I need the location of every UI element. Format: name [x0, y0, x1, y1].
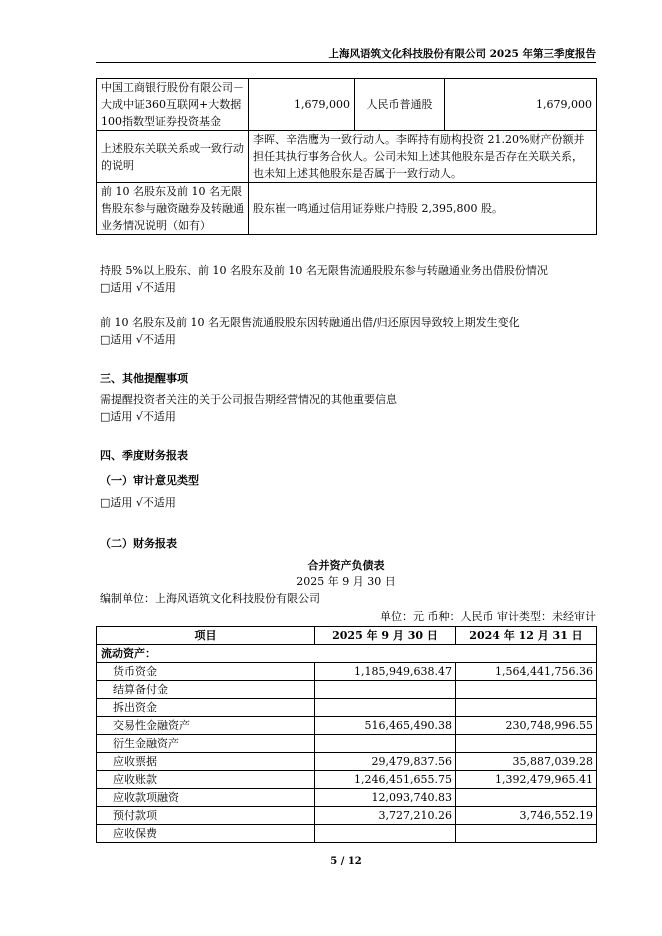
table-row — [97, 753, 597, 771]
section-heading-4: 四、季度财务报表 — [100, 449, 188, 462]
row-prior: 1,564,441,756.36 — [456, 663, 597, 681]
section-heading-4-1: （一）审计意见类型 — [100, 474, 199, 487]
table-header-row — [97, 627, 597, 645]
table-row — [97, 771, 597, 789]
table-row — [97, 699, 597, 717]
shareholder-table — [96, 78, 597, 235]
column-header-prior: 2024 年 12 月 31 日 — [456, 627, 597, 645]
related-label: 上述股东关联关系或一致行动的说明 — [97, 131, 249, 183]
table-row — [97, 79, 597, 131]
row-prior — [456, 735, 597, 753]
row-item: 衍生金融资产 — [97, 735, 315, 753]
section-heading-3: 三、其他提醒事项 — [100, 372, 188, 385]
row-current: 516,465,490.38 — [315, 717, 456, 735]
row-prior — [456, 699, 597, 717]
row-item: 应收保费 — [97, 825, 315, 843]
row-prior: 35,887,039.28 — [456, 753, 597, 771]
row-item: 货币资金 — [97, 663, 315, 681]
share-number: 1,679,000 — [445, 79, 597, 131]
row-current — [315, 735, 456, 753]
section-label: 流动资产： — [97, 645, 597, 663]
lending-option: □适用 √不适用 — [100, 281, 176, 294]
section-3-text: 需提醒投资者关注的关于公司报告期经营情况的其他重要信息 — [100, 393, 397, 406]
table-row — [97, 807, 597, 825]
share-type: 人民币普通股 — [355, 79, 445, 131]
column-header-item: 项目 — [97, 627, 315, 645]
table-row — [97, 663, 597, 681]
page-header: 上海风语筑文化科技股份有限公司 2025 年第三季度报告 — [328, 48, 596, 60]
holder-quantity: 1,679,000 — [249, 79, 355, 131]
compiler: 编制单位：上海风语筑文化科技股份有限公司 — [100, 592, 320, 605]
table-row — [97, 735, 597, 753]
related-text: 李晖、辛浩鹰为一致行动人。李晖持有励构投资 21.20%财产份额并担任其执行事务合伙人。公司未知上述其他股东是否存在关联关系，也未知上述其他股东是否属于一致行动人。 — [249, 131, 597, 183]
units-line: 单位：元 币种：人民币 审计类型：未经审计 — [380, 610, 596, 623]
table-row — [97, 825, 597, 843]
section-3-option: □适用 √不适用 — [100, 410, 176, 423]
row-item: 结算备付金 — [97, 681, 315, 699]
row-prior — [456, 789, 597, 807]
row-item: 拆出资金 — [97, 699, 315, 717]
row-item: 交易性金融资产 — [97, 717, 315, 735]
holder-name: 中国工商银行股份有限公司－大成中证360互联网+大数据100指数型证券投资基金 — [97, 79, 249, 131]
row-item: 应收款项融资 — [97, 789, 315, 807]
column-header-current: 2025 年 9 月 30 日 — [315, 627, 456, 645]
page-number: 5 / 12 — [330, 856, 362, 867]
row-item: 应收票据 — [97, 753, 315, 771]
row-current: 12,093,740.83 — [315, 789, 456, 807]
table-row — [97, 789, 597, 807]
table-row — [97, 681, 597, 699]
change-option: □适用 √不适用 — [100, 333, 176, 346]
statement-title: 合并资产负债表 — [307, 559, 385, 572]
section-heading-4-2: （二）财务报表 — [100, 537, 177, 550]
margin-text: 股东崔一鸣通过信用证券账户持股 2,395,800 股。 — [249, 183, 597, 235]
section-row — [97, 645, 597, 663]
section-4-1-option: □适用 √不适用 — [100, 496, 176, 509]
table-row — [97, 717, 597, 735]
row-current: 1,246,451,655.75 — [315, 771, 456, 789]
row-item: 应收账款 — [97, 771, 315, 789]
table-row — [97, 183, 597, 235]
table-row — [97, 131, 597, 183]
lending-title: 持股 5%以上股东、前 10 名股东及前 10 名无限售流通股股东参与转融通业务出借股份情况 — [100, 264, 548, 277]
row-prior — [456, 681, 597, 699]
row-current — [315, 699, 456, 717]
change-title: 前 10 名股东及前 10 名无限售流通股股东因转融通出借/归还原因导致较上期发生变化 — [100, 316, 520, 329]
row-current — [315, 681, 456, 699]
margin-label: 前 10 名股东及前 10 名无限售股东参与融资融券及转融通业务情况说明（如有） — [97, 183, 249, 235]
row-prior — [456, 825, 597, 843]
row-prior: 230,748,996.55 — [456, 717, 597, 735]
row-item: 预付款项 — [97, 807, 315, 825]
balance-sheet-table — [96, 626, 597, 843]
row-current: 3,727,210.26 — [315, 807, 456, 825]
row-prior: 1,392,479,965.41 — [456, 771, 597, 789]
row-prior: 3,746,552.19 — [456, 807, 597, 825]
row-current: 1,185,949,638.47 — [315, 663, 456, 681]
row-current — [315, 825, 456, 843]
statement-date: 2025 年 9 月 30 日 — [296, 575, 396, 588]
header-rule — [96, 62, 596, 63]
row-current: 29,479,837.56 — [315, 753, 456, 771]
